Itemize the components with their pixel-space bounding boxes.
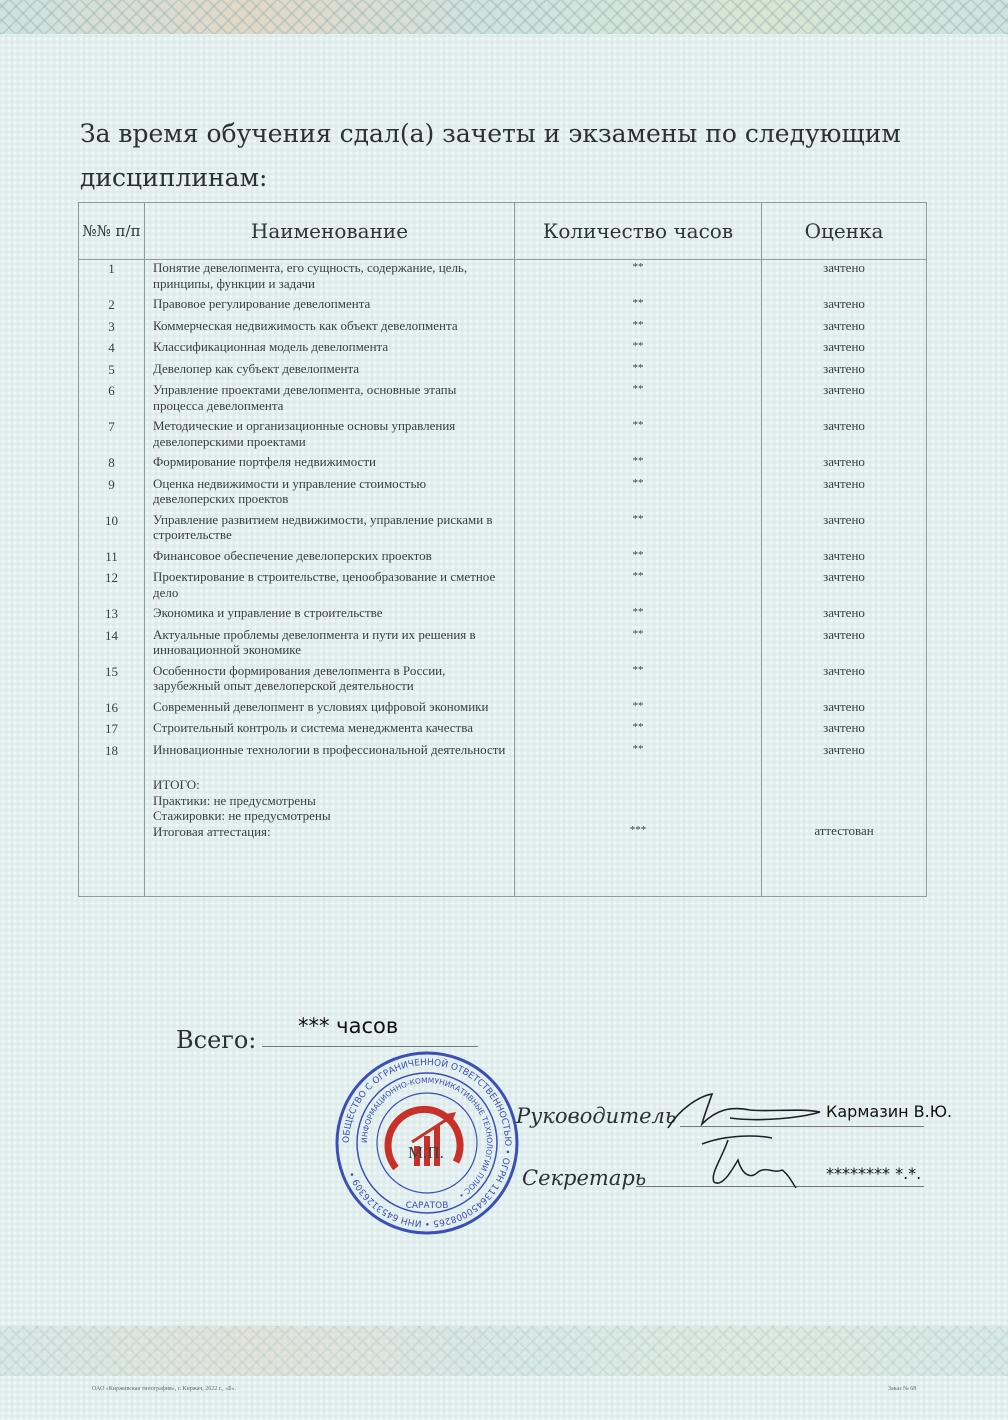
total-underline [262, 1046, 478, 1047]
row-name: Экономика и управление в строительстве [145, 605, 515, 627]
head-label: Руководитель [516, 1104, 677, 1128]
totals-hours: *** [629, 824, 647, 836]
row-grade: зачтено [762, 627, 927, 663]
table-row [79, 476, 927, 512]
row-hours: ** [515, 418, 762, 454]
row-num: 2 [79, 296, 145, 318]
row-grade: зачтено [762, 476, 927, 512]
totals-grade-cell [762, 763, 927, 897]
totals-row [79, 763, 927, 897]
row-num: 11 [79, 548, 145, 570]
row-num: 13 [79, 605, 145, 627]
top-ornament-band [0, 0, 1008, 34]
mp-label: М.П. [408, 1143, 444, 1162]
row-hours: ** [515, 569, 762, 605]
row-grade: зачтено [762, 512, 927, 548]
row-grade: зачтено [762, 339, 927, 361]
row-num: 15 [79, 663, 145, 699]
totals-num-cell [79, 763, 145, 897]
footer-printer: ОАО «Кирживская типография», г. Киржач, 2022 г., «Б». [92, 1386, 237, 1392]
row-grade: зачтено [762, 418, 927, 454]
row-name: Инновационные технологии в профессиональной деятельности [145, 742, 515, 764]
head-signature-icon [660, 1088, 830, 1134]
row-num: 14 [79, 627, 145, 663]
row-hours: ** [515, 663, 762, 699]
secretary-label: Секретарь [522, 1166, 647, 1190]
row-grade: зачтено [762, 699, 927, 721]
table-row [79, 361, 927, 383]
row-num: 17 [79, 720, 145, 742]
row-num: 18 [79, 742, 145, 764]
table-row [79, 569, 927, 605]
row-grade: зачтено [762, 260, 927, 297]
secretary-signature-icon [692, 1130, 802, 1194]
stamp-inner-text: ИНФОРМАЦИОННО-КОММУНИКАТИВНЫЕ ТЕХНОЛОГИИ ПЛЮС • [359, 1075, 495, 1201]
row-name: Управление проектами девелопмента, основные этапы процесса девелопмента [145, 382, 515, 418]
row-name: Оценка недвижимости и управление стоимостью девелоперских проектов [145, 476, 515, 512]
table-row [79, 663, 927, 699]
row-num: 7 [79, 418, 145, 454]
table-row [79, 318, 927, 340]
row-hours: ** [515, 260, 762, 297]
row-num: 3 [79, 318, 145, 340]
row-name: Проектирование в строительстве, ценообразование и сметное дело [145, 569, 515, 605]
row-name: Методические и организационные основы управления девелоперскими проектами [145, 418, 515, 454]
row-grade: зачтено [762, 454, 927, 476]
row-name: Строительный контроль и система менеджмента качества [145, 720, 515, 742]
row-name: Коммерческая недвижимость как объект девелопмента [145, 318, 515, 340]
row-grade: зачтено [762, 382, 927, 418]
row-hours: ** [515, 512, 762, 548]
row-hours: ** [515, 605, 762, 627]
total-value: *** часов [298, 1014, 399, 1038]
totals-internship: Стажировки: не предусмотрены [153, 808, 331, 823]
totals-block [153, 763, 506, 839]
table-row [79, 260, 927, 297]
grades-body [79, 260, 927, 897]
table-row [79, 720, 927, 742]
row-hours: ** [515, 382, 762, 418]
row-name: Особенности формирования девелопмента в России, зарубежный опыт девелоперской деятельности [145, 663, 515, 699]
table-row [79, 418, 927, 454]
row-num: 4 [79, 339, 145, 361]
row-num: 1 [79, 260, 145, 297]
row-num: 16 [79, 699, 145, 721]
table-row [79, 454, 927, 476]
row-name: Девелопер как субъект девелопмента [145, 361, 515, 383]
row-name: Формирование портфеля недвижимости [145, 454, 515, 476]
row-hours: ** [515, 627, 762, 663]
row-hours: ** [515, 720, 762, 742]
row-hours: ** [515, 361, 762, 383]
row-name: Актуальные проблемы девелопмента и пути их решения в инновационной экономике [145, 627, 515, 663]
header-name: Наименование [145, 203, 515, 260]
row-hours: ** [515, 476, 762, 512]
row-grade: зачтено [762, 720, 927, 742]
table-row [79, 548, 927, 570]
row-hours: ** [515, 548, 762, 570]
row-hours: ** [515, 454, 762, 476]
row-name: Современный девелопмент в условиях цифровой экономики [145, 699, 515, 721]
header-num: №№ п/п [79, 203, 145, 260]
totals-itogo: ИТОГО: [153, 777, 200, 792]
row-name: Понятие девелопмента, его сущность, содержание, цель, принципы, функции и задачи [145, 260, 515, 297]
header-hours: Количество часов [515, 203, 762, 260]
row-name: Правовое регулирование девелопмента [145, 296, 515, 318]
secretary-name: ******** *.*. [826, 1164, 922, 1183]
table-row [79, 742, 927, 764]
row-num: 5 [79, 361, 145, 383]
page-heading: За время обучения сдал(а) зачеты и экзамены по следующим дисциплинам: [80, 119, 901, 192]
row-hours: ** [515, 699, 762, 721]
table-row [79, 605, 927, 627]
row-name: Управление развитием недвижимости, управление рисками в строительстве [145, 512, 515, 548]
table-row [79, 512, 927, 548]
grades-table [78, 202, 927, 897]
row-grade: зачтено [762, 548, 927, 570]
totals-practice: Практики: не предусмотрены [153, 792, 316, 808]
table-row [79, 382, 927, 418]
table-row [79, 699, 927, 721]
table-row [79, 296, 927, 318]
totals-name-cell [145, 763, 515, 897]
bottom-ornament-band [0, 1326, 1008, 1376]
table-header-row [79, 203, 927, 260]
totals-grade: аттестован [814, 823, 874, 838]
table-row [79, 627, 927, 663]
row-grade: зачтено [762, 742, 927, 764]
row-grade: зачтено [762, 569, 927, 605]
row-grade: зачтено [762, 318, 927, 340]
row-grade: зачтено [762, 361, 927, 383]
row-hours: ** [515, 318, 762, 340]
row-num: 6 [79, 382, 145, 418]
row-hours: ** [515, 296, 762, 318]
row-grade: зачтено [762, 296, 927, 318]
stamp-city: САРАТОВ [405, 1201, 449, 1211]
row-name: Финансовое обеспечение девелоперских проектов [145, 548, 515, 570]
table-row [79, 339, 927, 361]
row-hours: ** [515, 339, 762, 361]
row-num: 12 [79, 569, 145, 605]
row-num: 8 [79, 454, 145, 476]
totals-attestation: Итоговая аттестация: [153, 823, 271, 839]
row-grade: зачтено [762, 663, 927, 699]
row-num: 9 [79, 476, 145, 512]
totals-hours-cell [515, 763, 762, 897]
row-hours: ** [515, 742, 762, 764]
row-num: 10 [79, 512, 145, 548]
head-name: Кармазин В.Ю. [826, 1102, 953, 1121]
stamp-outer-text: ОБЩЕСТВО С ОГРАНИЧЕННОЙ ОТВЕТСТВЕННОСТЬЮ • ОГРН 1136450008265 • ИНН 6453126309 • [341, 1057, 513, 1229]
row-grade: зачтено [762, 605, 927, 627]
header-grade: Оценка [762, 203, 927, 260]
total-label: Всего: [176, 1026, 257, 1054]
footer-order: Заказ № 68 [888, 1386, 917, 1392]
row-name: Классификационная модель девелопмента [145, 339, 515, 361]
